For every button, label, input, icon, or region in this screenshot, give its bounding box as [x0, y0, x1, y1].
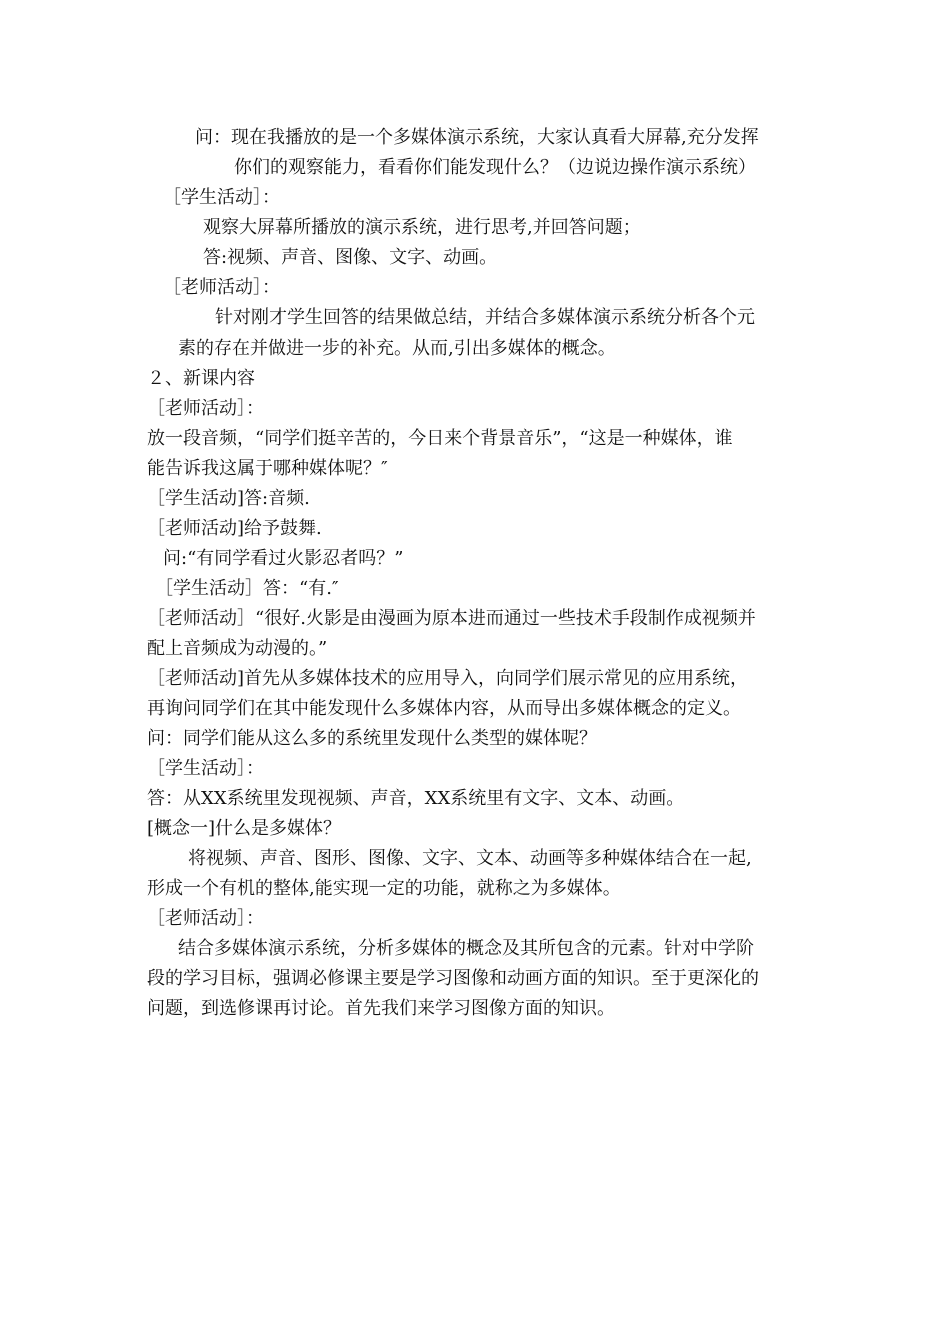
- text-line: 你们的观察能力，看看你们能发现什么？（边说边操作演示系统）: [234, 157, 756, 178]
- text-line: 问：现在我播放的是一个多媒体演示系统，大家认真看大屏幕,充分发挥: [195, 127, 759, 148]
- text-line: ［学生活动］：: [147, 758, 264, 779]
- text-line: ［老师活动］“很好.火影是由漫画为原本进而通过一些技术手段制作成视频并: [147, 608, 756, 629]
- text-line: 答:视频、声音、图像、文字、动画。: [203, 247, 498, 268]
- text-line: ［老师活动］：: [147, 398, 264, 419]
- text-line: 能告诉我这属于哪种媒体呢？″: [147, 458, 388, 479]
- text-line: ［老师活动］：: [163, 277, 280, 298]
- text-line: 素的存在并做进一步的补充。从而,引出多媒体的概念。: [178, 338, 616, 359]
- text-line: 问：同学们能从这么多的系统里发现什么类型的媒体呢？: [147, 728, 597, 749]
- text-line: 结合多媒体演示系统，分析多媒体的概念及其所包含的元素。针对中学阶: [178, 938, 754, 959]
- text-line: 配上音频成为动漫的。”: [147, 638, 328, 659]
- text-line: ［学生活动]答:音频.: [147, 488, 310, 509]
- text-line: 将视频、声音、图形、图像、文字、文本、动画等多种媒体结合在一起,: [188, 848, 752, 869]
- text-line: ［老师活动]给予鼓舞.: [147, 518, 322, 539]
- concept-heading: [概念一]什么是多媒体？: [147, 818, 342, 839]
- section-heading: ２、新课内容: [147, 368, 255, 389]
- text-line: 针对刚才学生回答的结果做总结，并结合多媒体演示系统分析各个元: [215, 307, 755, 328]
- text-line: 问:“有同学看过火影忍者吗？”: [163, 548, 404, 569]
- text-line: ［学生活动］答：“有.″: [155, 578, 339, 599]
- text-line: 问题，到选修课再讨论。首先我们来学习图像方面的知识。: [147, 998, 615, 1019]
- text-line: 再询问同学们在其中能发现什么多媒体内容，从而导出多媒体概念的定义。: [147, 698, 741, 719]
- text-line: 形成一个有机的整体,能实现一定的功能，就称之为多媒体。: [147, 878, 621, 899]
- text-line: ［老师活动］：: [147, 908, 264, 929]
- text-line: 观察大屏幕所播放的演示系统，进行思考,并回答问题；: [203, 217, 641, 238]
- text-line: 答：从XX系统里发现视频、声音，XX系统里有文字、文本、动画。: [147, 788, 685, 809]
- text-line: 放一段音频，“同学们挺辛苦的，今日来个背景音乐”，“这是一种媒体，谁: [147, 428, 733, 449]
- text-line: ［老师活动]首先从多媒体技术的应用导入，向同学们展示常见的应用系统，: [147, 668, 749, 689]
- text-line: 段的学习目标，强调必修课主要是学习图像和动画方面的知识。至于更深化的: [147, 968, 759, 989]
- text-line: ［学生活动］：: [163, 187, 280, 208]
